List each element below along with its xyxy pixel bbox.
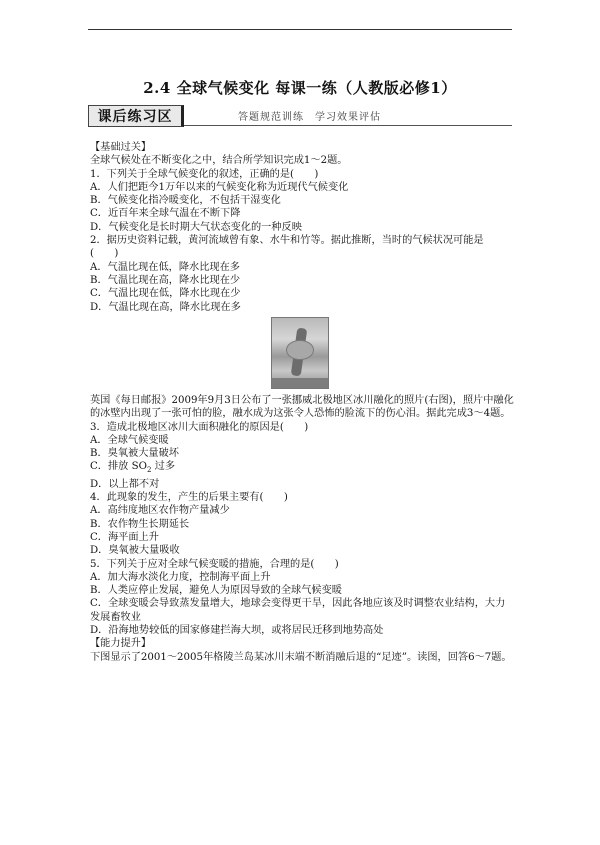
q3-option-c-prefix: C．排放 SO bbox=[90, 461, 147, 473]
q2-option-b: B．气温比现在高，降水比现在少 bbox=[90, 274, 241, 286]
basic-heading: 【基础过关】 bbox=[90, 142, 152, 153]
photo-water bbox=[272, 378, 328, 388]
q2-option-d: D．气温比现在高，降水比现在多 bbox=[90, 301, 241, 313]
q5-option-a: A．加大海水淡化力度，控制海平面上升 bbox=[90, 571, 271, 583]
glacier-face-photo bbox=[271, 317, 329, 389]
q5-option-c: C．全球变暖会导致蒸发量增大，地球会变得更干旱，因此各地应该及时调整农业结构，大力发展畜牧业 bbox=[90, 598, 506, 623]
q3-option-c-sub: 2 bbox=[146, 466, 152, 475]
section-subtitle: 答题规范训练 学习效果评估 bbox=[238, 112, 381, 123]
basic-intro: 全球气候处在不断变化之中，结合所学知识完成1～2题。 bbox=[90, 155, 348, 167]
q2-option-a: A．气温比现在低，降水比现在多 bbox=[90, 261, 240, 273]
q5-option-b: B．人类应停止发展，避免人为原因导致的全球气候变暖 bbox=[90, 585, 342, 597]
q3-stem: 3．造成北极地区冰川大面积融化的原因是( ) bbox=[90, 421, 309, 433]
q3-option-b: B．臭氧被大量破坏 bbox=[90, 448, 179, 460]
q3-option-c-suffix: 过多 bbox=[151, 461, 176, 473]
q3-option-d: D．以上都不对 bbox=[90, 478, 160, 490]
q5-option-d: D．沿海地势较低的国家修建拦海大坝，或将居民迁移到地势高处 bbox=[90, 625, 384, 637]
section-bar bbox=[88, 105, 512, 127]
q2-stem-blank: ( ) bbox=[90, 248, 119, 260]
q3-option-a: A．全球气候变暖 bbox=[90, 434, 169, 446]
q3-option-c bbox=[90, 460, 514, 477]
basic-block-bottom bbox=[90, 394, 514, 664]
q1-option-a: A．人们把距今1万年以来的气候变化称为近现代气候变化 bbox=[90, 181, 349, 193]
q4-option-c: C．海平面上升 bbox=[90, 532, 159, 543]
section-tag: 课后练习区 bbox=[88, 105, 184, 127]
q2-option-c: C．气温比现在低，降水比现在少 bbox=[90, 288, 241, 300]
passage-text: 英国《每日邮报》2009年9月3日公布了一张挪威北极地区冰川融化的照片(右图)，照片中融化的冰壁内出现了一张可怕的脸，融水成为这张令人恐怖的脸流下的伤心泪。据此完成3～4题。 bbox=[90, 395, 514, 420]
q1-option-d: D．气候变化是长时期大气状态变化的一种反映 bbox=[90, 221, 302, 233]
q4-stem: 4．此现象的发生，产生的后果主要有( ) bbox=[90, 492, 288, 504]
q1-stem: 1．下列关于全球气候变化的叙述，正确的是( ) bbox=[90, 168, 319, 180]
page-title: 2.4 全球气候变化 每课一练（人教版必修1） bbox=[143, 79, 457, 97]
q4-option-a: A．高纬度地区农作物产量减少 bbox=[90, 505, 230, 517]
basic-block-top bbox=[90, 141, 514, 314]
q2-stem: 2．据历史资料记载，黄河流域曾有象、水牛和竹等。据此推断，当时的气候状况可能是 bbox=[90, 235, 484, 247]
q4-option-b: B．农作物生长期延长 bbox=[90, 518, 190, 530]
q4-option-d: D．臭氧被大量吸收 bbox=[90, 545, 180, 557]
advanced-heading: 【能力提升】 bbox=[90, 638, 152, 650]
q1-option-b: B．气候变化指冷暖变化，不包括干湿变化 bbox=[90, 195, 281, 207]
top-rule bbox=[88, 29, 512, 30]
q5-stem: 5．下列关于应对全球气候变暖的措施，合理的是( ) bbox=[90, 558, 339, 570]
q1-option-c: C．近百年来全球气温在不断下降 bbox=[90, 208, 241, 220]
photo-face-shape bbox=[286, 340, 314, 360]
section-line bbox=[184, 125, 512, 126]
advanced-intro: 下图显示了2001～2005年格陵兰岛某冰川末端不断消融后退的“足迹”。读图，回答6～7题。 bbox=[90, 651, 512, 663]
